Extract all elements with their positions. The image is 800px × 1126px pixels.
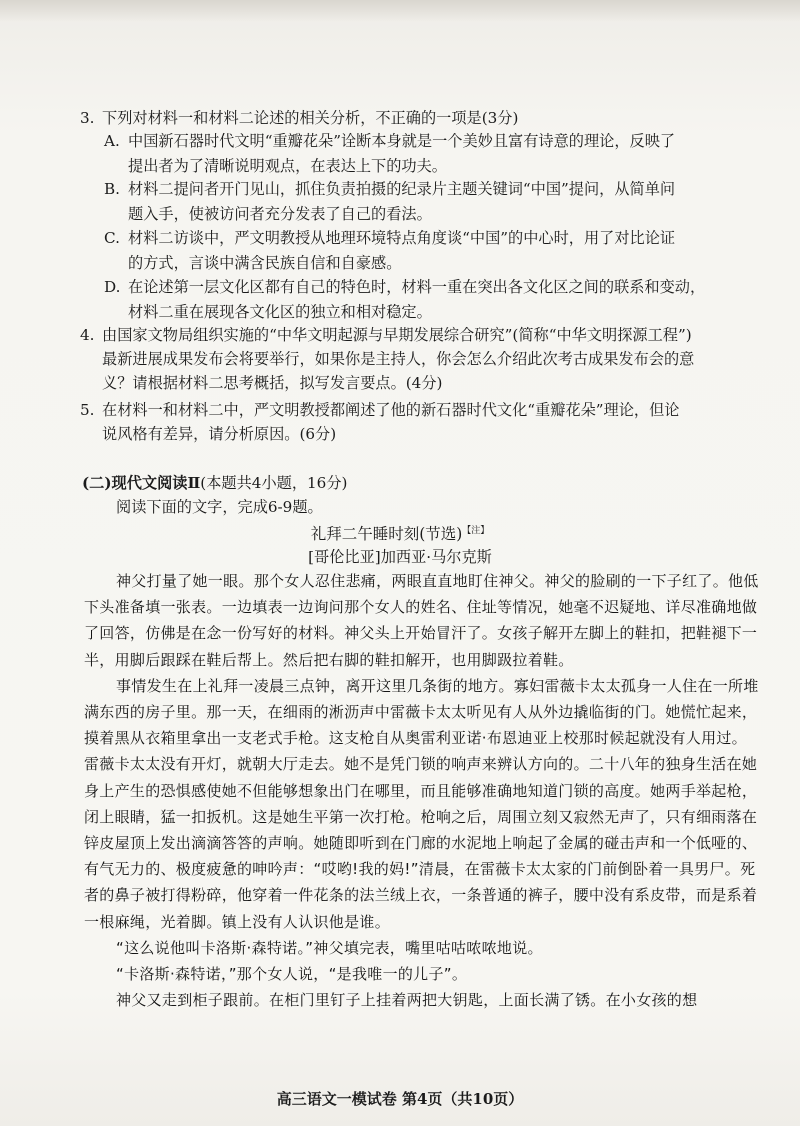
paragraph: “这么说他叫卡洛斯·森特诺。”神父填完表，嘴里咕咕哝哝地说。 xyxy=(116,938,543,957)
passage-title: 礼拜二午睡时刻(节选)$^{【注】}$ xyxy=(310,525,490,543)
scan-shadow xyxy=(0,0,800,22)
question-4: 4. 由国家文物局组织实施的“中华文明起源与早期发展综合研究”(简称“中华文明探源工程”) 最新进展成果发布会将要举行，如果你是主持人，你会怎么介绍此次考古成果发布会的意 义？请根据材料二思考概括，拟写发言要点。(4分) xyxy=(80,326,695,392)
question-5: 5. 在材料一和材料二中，严文明教授都阐述了他的新石器时代文化“重瓣花朵”理论，但论 说风格有差异，请分析原因。(6分) xyxy=(80,401,680,443)
question-3-stem: 3. 下列对材料一和材料二论述的相关分析，不正确的一项是(3分) xyxy=(80,106,760,130)
section-instruction: 阅读下面的文字，完成6-9题。 xyxy=(116,498,323,516)
q3-option-d: D. 在论述第一层文化区都有自己的特色时，材料一重在突出各文化区之间的联系和变动， 材料二重在展现各文化区的独立和相对稳定。 xyxy=(104,278,706,321)
q3-option-c: C. 材料二访谈中，严文明教授从地理环境特点角度谈“中国”的中心时，用了对比论证 的方式，言谈中满含民族自信和自豪感。 xyxy=(104,229,676,272)
paragraph: 神父打量了她一眼。那个女人忍住悲痛，两眼直直地盯住神父。神父的脸刷的一下子红了。他低下头准备填一张表。一边填表一边询问那个女人的姓名、住址等情况，她毫不迟疑地、详尽准确地做了回答，仿佛是在念一份写好的材料。神父头上开始冒汗了。女孩子解开左脚上的鞋扣，把鞋褪下一半，用脚后跟踩在鞋后帮上。然后把右脚的鞋扣解开，也用脚趿拉着鞋。 xyxy=(84,572,759,669)
section-heading: (二)现代文阅读Ⅱ(本题共4小题，16分) xyxy=(82,474,348,492)
paragraph: “卡洛斯·森特诺，”那个女人说，“是我唯一的儿子”。 xyxy=(116,965,468,984)
paragraph: 事情发生在上礼拜一凌晨三点钟，离开这里几条街的地方。寡妇雷薇卡太太孤身一人住在一所堆满东西的房子里。那一天，在细雨的淅沥声中雷薇卡太太听见有人从外边撬临街的门。她慌忙起来，摸着黑从衣箱里拿出一支老式手枪。这支枪自从奥雷利亚诺·布恩迪亚上校那时候起就没有人用过。雷薇卡太太没有开灯，就朝大厅走去。她不是凭门锁的响声来辨认方向的。二十八年的独身生活在她身上产生的恐惧感使她不但能够想象出门在哪里，而且能够准确地知道门锁的高度。她两手举起枪，闭上眼睛，猛一扣扳机。这是她生平第一次打枪。枪响之后，周围立刻又寂然无声了，只有细雨落在锌皮屋顶上发出滴滴答答的声响。她随即听到在门廊的水泥地上响起了金属的碰击声和一个低哑的、有气无力的、极度疲惫的呻吟声：“哎哟!我的妈!”清晨，在雷薇卡太太家的门前倒卧着一具男尸。死者的鼻子被打得粉碎，他穿着一件花条的法兰绒上衣，一条普通的裤子，腰中没有系皮带，而是系着一根麻绳，光着脚。镇上没有人认识他是谁。 xyxy=(84,676,759,931)
passage-body xyxy=(84,568,760,1013)
page-footer: 高三语文一模试卷 第4页（共10页） xyxy=(276,1090,524,1108)
q3-option-a: A. 中国新石器时代文明“重瓣花朵”诠断本身就是一个美妙且富有诗意的理论，反映了 提出者为了清晰说明观点，在表达上下的功夫。 xyxy=(104,132,676,175)
paragraph: 神父又走到柜子跟前。在柜门里钉子上挂着两把大钥匙，上面长满了锈。在小女孩的想 xyxy=(116,991,698,1010)
passage-author: [哥伦比亚]加西亚·马尔克斯 xyxy=(308,548,492,566)
footnote-mark: 【注】 xyxy=(462,525,490,536)
question-number: 3. xyxy=(80,109,95,127)
q3-option-b: B. 材料二提问者开门见山，抓住负责拍摄的纪录片主题关键词“中国”提问，从简单问 题入手，使被访问者充分发表了自己的看法。 xyxy=(104,180,676,223)
